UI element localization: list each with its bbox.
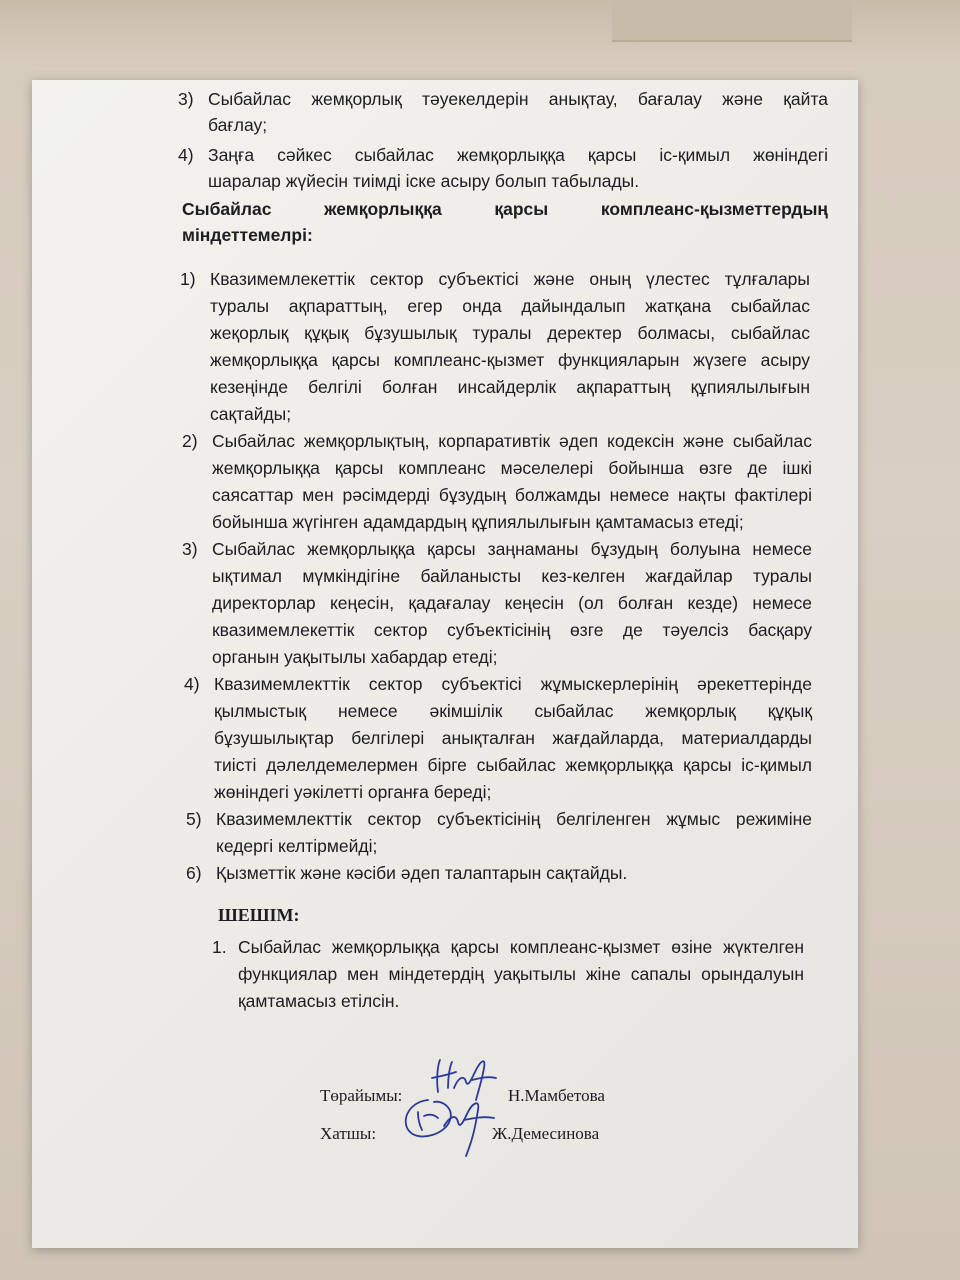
secretary-signature — [394, 1086, 504, 1166]
duty-line: Квазимемлекттік сектор субъектісінің белгіленген жұмыс режиміне — [216, 809, 812, 829]
duty-number: 2) — [182, 431, 198, 451]
secretary-role-label: Хатшы: — [320, 1124, 377, 1143]
intro-item-number: 4) — [178, 145, 194, 165]
duty-line: бұзушылықтар белгілері анықталған жағдайларда, материалдарды — [214, 728, 812, 748]
duty-line: кедергі келтірмейді; — [216, 836, 378, 856]
duty-number: 4) — [184, 674, 200, 694]
intro-item-line: Сыбайлас жемқорлық тәуекелдерін анықтау, бағалау және қайта — [208, 89, 828, 109]
duties-heading: міндеттемелрі: — [182, 225, 313, 245]
intro-item-line: Заңға сәйкес сыбайлас жемқорлыққа қарсы іс-қимыл жөніндегі — [208, 145, 828, 165]
duty-line: саясаттар мен рәсімдерді бұзудың болжамды немесе нақты фактілері — [212, 485, 812, 505]
duty-line: органын уақытылы хабардар етеді; — [212, 647, 498, 667]
duty-line: туралы ақпараттың, егер онда дайындалып жатқана сыбайлас — [210, 296, 810, 316]
intro-item-number: 3) — [178, 89, 194, 109]
duty-line: жеқорлық құқық бұзушылық туралы деректер болмасы, сыбайлас — [210, 323, 810, 343]
chair-name: Н.Мамбетова — [508, 1086, 605, 1105]
decision-item-number: 1. — [212, 937, 227, 957]
duty-line: ықтимал мүмкіндігіне байланысты кез-келген жағдайлар туралы — [212, 566, 812, 586]
duty-line: жемқорлыққа қарсы комплеанс мәселелері бойынша өзге де ішкі — [212, 458, 812, 478]
duty-number: 3) — [182, 539, 198, 559]
duty-line: қылмыстық немесе әкімшілік сыбайлас жемқорлық құқық — [214, 701, 812, 721]
chair-role-label: Төрайымы: — [320, 1086, 403, 1105]
document-content — [32, 80, 858, 1248]
duty-line: Сыбайлас жемқорлықтың, корпаративтік әдеп кодексін және сыбайлас — [212, 431, 812, 451]
duties-heading: Сыбайлас жемқорлыққа қарсы комплеанс-қызметтердың — [182, 199, 828, 219]
intro-item-line: бағлау; — [208, 115, 268, 135]
duty-line: сақтайды; — [210, 404, 292, 424]
decision-item-line: функциялар мен міндетердің уақытылы жіне сапалы орындалуын — [238, 964, 804, 984]
decision-item-line: қамтамасыз етілсін. — [238, 991, 400, 1011]
decision-item-line: Сыбайлас жемқорлыққа қарсы комплеанс-қызмет өзіне жүктелген — [238, 937, 804, 957]
duty-line: тиісті дәлелдемелермен бірге сыбайлас жемқорлыққа қарсы іс-қимыл — [214, 755, 812, 775]
duty-line: жемқорлыққа қарсы комплеанс-қызмет функцияларын жүзеге асыру — [210, 350, 810, 370]
document-page — [32, 80, 858, 1248]
duty-line: Квазимемлекеттік сектор субъектісі және оның үлестес тұлғалары — [210, 269, 810, 289]
secretary-name: Ж.Демесинова — [492, 1124, 600, 1143]
duty-line: квазимемлекеттік сектор субъектісінің өзге де тәуелсіз басқару — [212, 620, 812, 640]
duty-line: Сыбайлас жемқорлыққа қарсы заңнаманы бұзудың болуына немесе — [212, 539, 812, 559]
decision-heading: ШЕШІМ: — [218, 905, 300, 925]
duty-line: кезеңінде белгілі болған инсайдерлік ақпараттың құпиялылығын — [210, 377, 810, 397]
duty-number: 5) — [186, 809, 202, 829]
duty-line: Қызметтік және кәсіби әдеп талаптарын сақтайды. — [216, 863, 628, 883]
background-object — [612, 0, 852, 42]
duty-number: 6) — [186, 863, 202, 883]
duty-line: Квазимемлекттік сектор субъектісі жұмыскерлерінің әрекеттерінде — [214, 674, 812, 694]
duty-number: 1) — [180, 269, 196, 289]
intro-item-line: шаралар жүйесін тиімді іске асыру болып табылады. — [208, 171, 640, 191]
duty-line: бойынша жүгінген адамдардың құпиялылығын қамтамасыз етеді; — [212, 512, 744, 532]
duty-line: директорлар кеңесін, қадағалау кеңесін (ол болған кезде) немесе — [212, 593, 812, 613]
duty-line: жөніндегі уәкілетті органға береді; — [214, 782, 492, 802]
